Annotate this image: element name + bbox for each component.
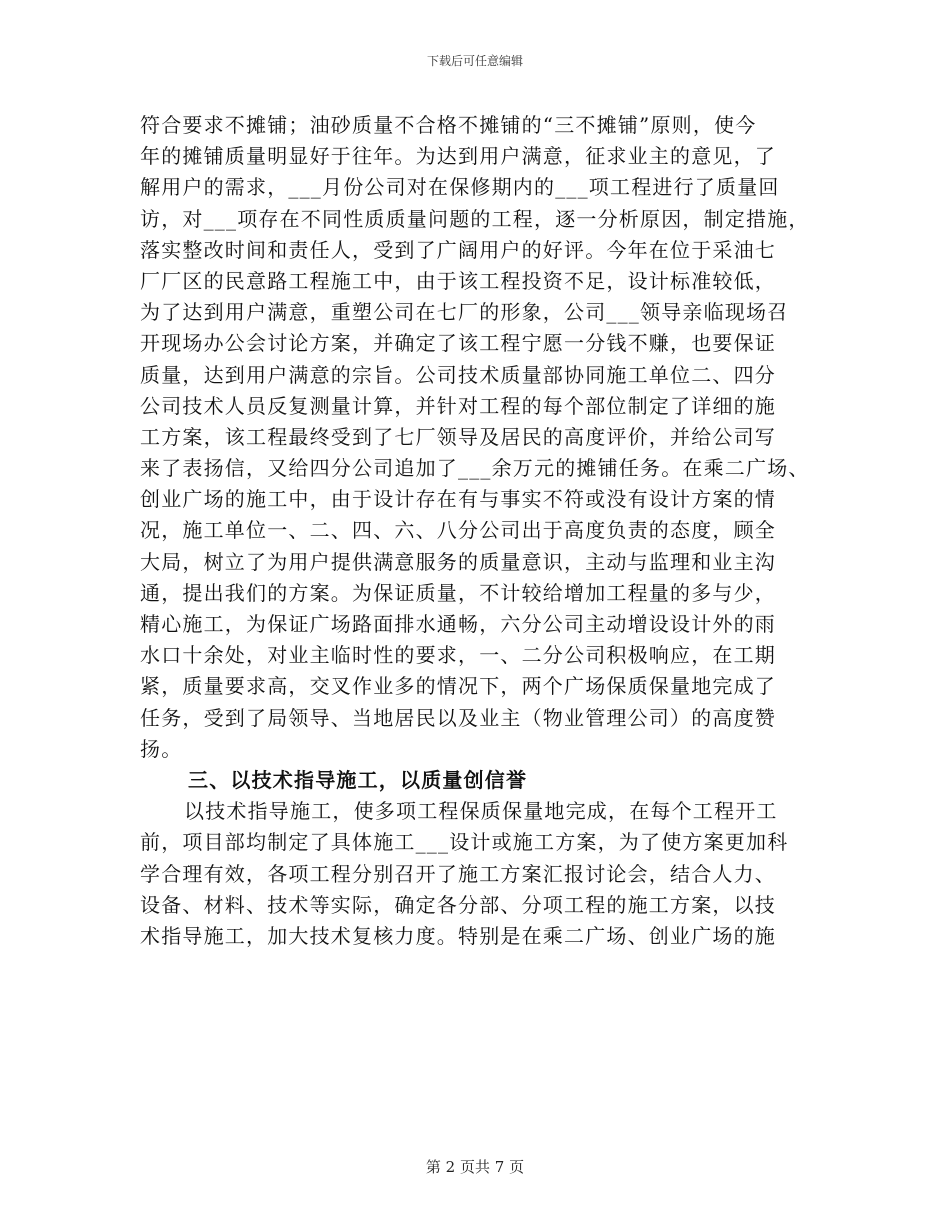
text-line: 创业广场的施工中，由于设计存在有与事实不符或没有设计方案的情 — [140, 487, 776, 512]
text-line: 符合要求不摊铺；油砂质量不合格不摊铺的“三不摊铺”原则，使今 — [140, 113, 757, 137]
text-line: 工方案，该工程最终受到了七厂领导及居民的高度评价，并给公司写 — [140, 424, 776, 449]
text-line: 精心施工，为保证广场路面排水通畅，六分公司主动增设设计外的雨 — [140, 612, 776, 636]
section-heading: 三、以技术指导施工，以质量创信誉 — [188, 767, 528, 792]
text-line: 为了达到用户满意，重塑公司在七厂的形象，公司___领导亲临现场召 — [140, 300, 789, 325]
section-text-line: 术指导施工，加大技术复核力度。特别是在乘二广场、创业广场的施 — [140, 923, 776, 948]
text-line: 落实整改时间和责任人，受到了广阔用户的好评。今年在位于采油七 — [140, 237, 776, 262]
page-header: 下载后可任意编辑 — [426, 54, 523, 68]
text-line: 质量，达到用户满意的宗旨。公司技术质量部协同施工单位二、四分 — [140, 362, 776, 387]
text-line: 况，施工单位一、二、四、六、八分公司出于高度负责的态度，顾全 — [140, 518, 776, 543]
text-line: 水口十余处，对业主临时性的要求，一、二分公司积极响应，在工期 — [140, 643, 776, 668]
section-text-line: 设备、材料、技术等实际，确定各分部、分项工程的施工方案，以技 — [140, 892, 776, 917]
text-line: 通，提出我们的方案。为保证质量，不计较给增加工程量的多与少， — [140, 580, 776, 605]
text-line: 来了表扬信，又给四分公司追加了___余万元的摊铺任务。在乘二广场、 — [140, 456, 810, 481]
document-body — [140, 110, 820, 952]
section-text-line: 以技术指导施工，使多项工程保质保量地完成，在每个工程开工 — [184, 799, 778, 824]
section-text-line: 前，项目部均制定了具体施工___设计或施工方案，为了使方案更加科 — [140, 830, 789, 855]
page-footer: 第 2 页共 7 页 — [425, 1158, 525, 1176]
text-line: 解用户的需求，___月份公司对在保修期内的___项工程进行了质量回 — [140, 175, 780, 200]
text-line: 访，对___项存在不同性质质量问题的工程，逐一分析原因，制定措施， — [140, 206, 810, 231]
text-line: 紧，质量要求高，交叉作业多的情况下，两个广场保质保量地完成了 — [140, 674, 776, 699]
section-text-line: 学合理有效，各项工程分别召开了施工方案汇报讨论会，结合人力、 — [140, 861, 776, 886]
text-line: 开现场办公会讨论方案，并确定了该工程宁愿一分钱不赚，也要保证 — [140, 331, 776, 356]
text-line: 公司技术人员反复测量计算，并针对工程的每个部位制定了详细的施 — [140, 393, 776, 418]
text-line: 大局，树立了为用户提供满意服务的质量意识，主动与监理和业主沟 — [140, 549, 776, 574]
text-line: 扬。 — [140, 736, 183, 761]
text-line: 年的摊铺质量明显好于往年。为达到用户满意，征求业主的意见，了 — [140, 144, 776, 169]
text-line: 厂厂区的民意路工程施工中，由于该工程投资不足，设计标准较低， — [140, 268, 776, 293]
text-line: 任务，受到了局领导、当地居民以及业主（物业管理公司）的高度赞 — [140, 705, 776, 730]
